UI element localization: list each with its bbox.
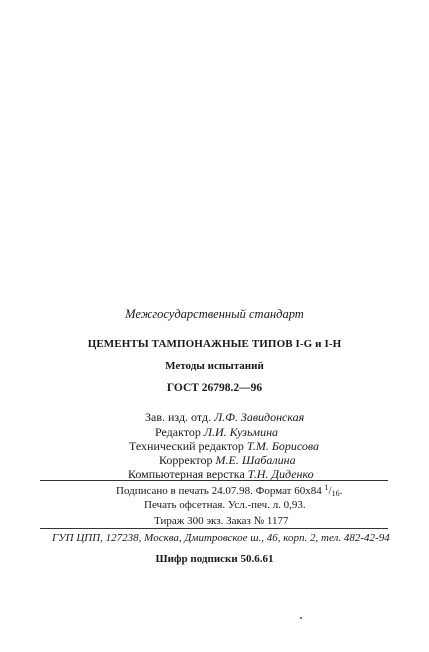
print-signed-end: . (339, 485, 343, 497)
format-numerator: 1 (324, 483, 329, 492)
document-title: ЦЕМЕНТЫ ТАМПОНАЖНЫЕ ТИПОВ I-G и I-H (87, 338, 342, 350)
credit-line (129, 440, 319, 452)
gost-number: ГОСТ 26798.2—96 (166, 382, 263, 394)
credit-role: Корректор (159, 453, 213, 467)
credit-line (128, 468, 314, 480)
credit-line (155, 426, 278, 438)
credit-person: Т.Н. Диденко (247, 467, 314, 481)
credit-role: Зав. изд. отд. (145, 410, 212, 424)
divider (40, 480, 388, 481)
credit-person: Т.М. Борисова (246, 439, 320, 453)
format-denominator: 16 (331, 489, 340, 498)
print-sheets-line: Печать офсетная. Усл.-печ. л. 0,93. (144, 499, 306, 511)
credit-line (159, 454, 296, 466)
print-run-line: Тираж 300 экз. Заказ № 1177 (154, 515, 289, 527)
credit-person: М.Е. Шабалина (215, 453, 296, 467)
divider (40, 528, 388, 529)
credit-person: Л.И. Кузьмина (203, 425, 279, 439)
print-signed-text: Подписано в печать 24.07.98. Формат 60x84 (116, 485, 322, 497)
format-slash: / (328, 485, 332, 497)
credit-role: Редактор (155, 425, 201, 439)
series-title: Межгосударственный стандарт (125, 307, 304, 321)
print-signed-line (116, 483, 343, 498)
credit-line (145, 411, 304, 423)
speck (300, 617, 302, 619)
credit-role: Технический редактор (129, 439, 244, 453)
credit-role: Компьютерная верстка (128, 467, 245, 481)
publisher-address: ГУП ЦПП, 127238, Москва, Дмитровское ш., 46, корп. 2, тел. 482-42-94 (52, 532, 390, 544)
credit-person: Л.Ф. Завидонская (214, 410, 305, 424)
subscription-code: Шифр подписки 50.6.61 (155, 553, 274, 565)
document-subtitle: Методы испытаний (165, 360, 264, 372)
